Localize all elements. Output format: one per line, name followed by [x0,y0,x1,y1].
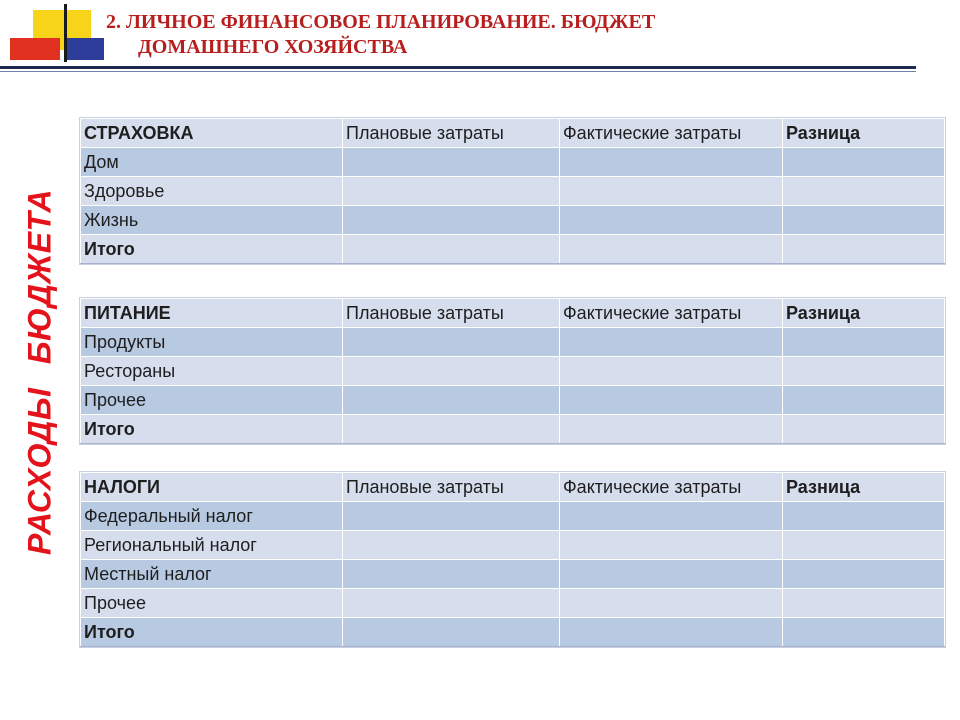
slide-title [106,10,926,60]
difference-cell[interactable] [783,328,945,357]
row-label: Дом [81,148,343,177]
actual-cell[interactable] [560,618,783,647]
difference-cell[interactable] [783,618,945,647]
planned-cell[interactable] [343,618,560,647]
difference-header: Разница [783,119,945,148]
total-label: Итого [81,415,343,444]
slide-title-line2: ДОМАШНЕГО ХОЗЯЙСТВА [138,36,408,58]
total-row [81,415,945,444]
total-label: Итого [81,618,343,647]
logo-decoration [0,0,110,68]
difference-cell[interactable] [783,357,945,386]
planned-cell[interactable] [343,502,560,531]
category-header: НАЛОГИ [81,473,343,502]
actual-cell[interactable] [560,531,783,560]
actual-cell[interactable] [560,235,783,264]
table-row [81,328,945,357]
actual-cell[interactable] [560,148,783,177]
difference-cell[interactable] [783,148,945,177]
planned-cell[interactable] [343,386,560,415]
difference-cell[interactable] [783,502,945,531]
actual-header: Фактические затраты [560,299,783,328]
category-header: СТРАХОВКА [81,119,343,148]
table-row [81,502,945,531]
row-label: Продукты [81,328,343,357]
food-table [80,298,945,444]
table-row [81,386,945,415]
row-label: Прочее [81,386,343,415]
table-header-row [81,119,945,148]
actual-cell[interactable] [560,328,783,357]
difference-cell[interactable] [783,589,945,618]
difference-header: Разница [783,299,945,328]
actual-cell[interactable] [560,502,783,531]
slide-title-line1: 2. ЛИЧНОЕ ФИНАНСОВОЕ ПЛАНИРОВАНИЕ. БЮДЖЕТ [106,11,656,33]
planned-cell[interactable] [343,357,560,386]
planned-cell[interactable] [343,560,560,589]
logo-red-square [10,38,60,60]
planned-cell[interactable] [343,177,560,206]
logo-blue-square [64,38,104,60]
planned-cell[interactable] [343,148,560,177]
difference-cell[interactable] [783,177,945,206]
planned-cell[interactable] [343,589,560,618]
planned-header: Плановые затраты [343,119,560,148]
planned-header: Плановые затраты [343,473,560,502]
planned-header: Плановые затраты [343,299,560,328]
taxes-table [80,472,945,647]
difference-header: Разница [783,473,945,502]
planned-cell[interactable] [343,328,560,357]
difference-cell[interactable] [783,531,945,560]
actual-cell[interactable] [560,177,783,206]
actual-cell[interactable] [560,589,783,618]
actual-cell[interactable] [560,560,783,589]
planned-cell[interactable] [343,415,560,444]
side-label: РАСХОДЫ БЮДЖЕТА [21,189,58,555]
difference-cell[interactable] [783,386,945,415]
difference-cell[interactable] [783,206,945,235]
table-row [81,531,945,560]
planned-cell[interactable] [343,531,560,560]
actual-cell[interactable] [560,206,783,235]
row-label: Региональный налог [81,531,343,560]
total-row [81,235,945,264]
actual-header: Фактические затраты [560,473,783,502]
table-row [81,177,945,206]
actual-cell[interactable] [560,386,783,415]
actual-cell[interactable] [560,415,783,444]
total-label: Итого [81,235,343,264]
table-row [81,589,945,618]
total-row [81,618,945,647]
row-label: Федеральный налог [81,502,343,531]
title-divider [0,66,916,69]
row-label: Местный налог [81,560,343,589]
row-label: Здоровье [81,177,343,206]
row-label: Рестораны [81,357,343,386]
difference-cell[interactable] [783,415,945,444]
difference-cell[interactable] [783,560,945,589]
planned-cell[interactable] [343,235,560,264]
actual-header: Фактические затраты [560,119,783,148]
title-divider-thin [0,71,916,72]
insurance-table [80,118,945,264]
table-row [81,206,945,235]
table-row [81,560,945,589]
table-row [81,357,945,386]
category-header: ПИТАНИЕ [81,299,343,328]
planned-cell[interactable] [343,206,560,235]
actual-cell[interactable] [560,357,783,386]
table-row [81,148,945,177]
row-label: Жизнь [81,206,343,235]
table-header-row [81,473,945,502]
row-label: Прочее [81,589,343,618]
difference-cell[interactable] [783,235,945,264]
table-header-row [81,299,945,328]
logo-vertical-line [64,4,67,62]
